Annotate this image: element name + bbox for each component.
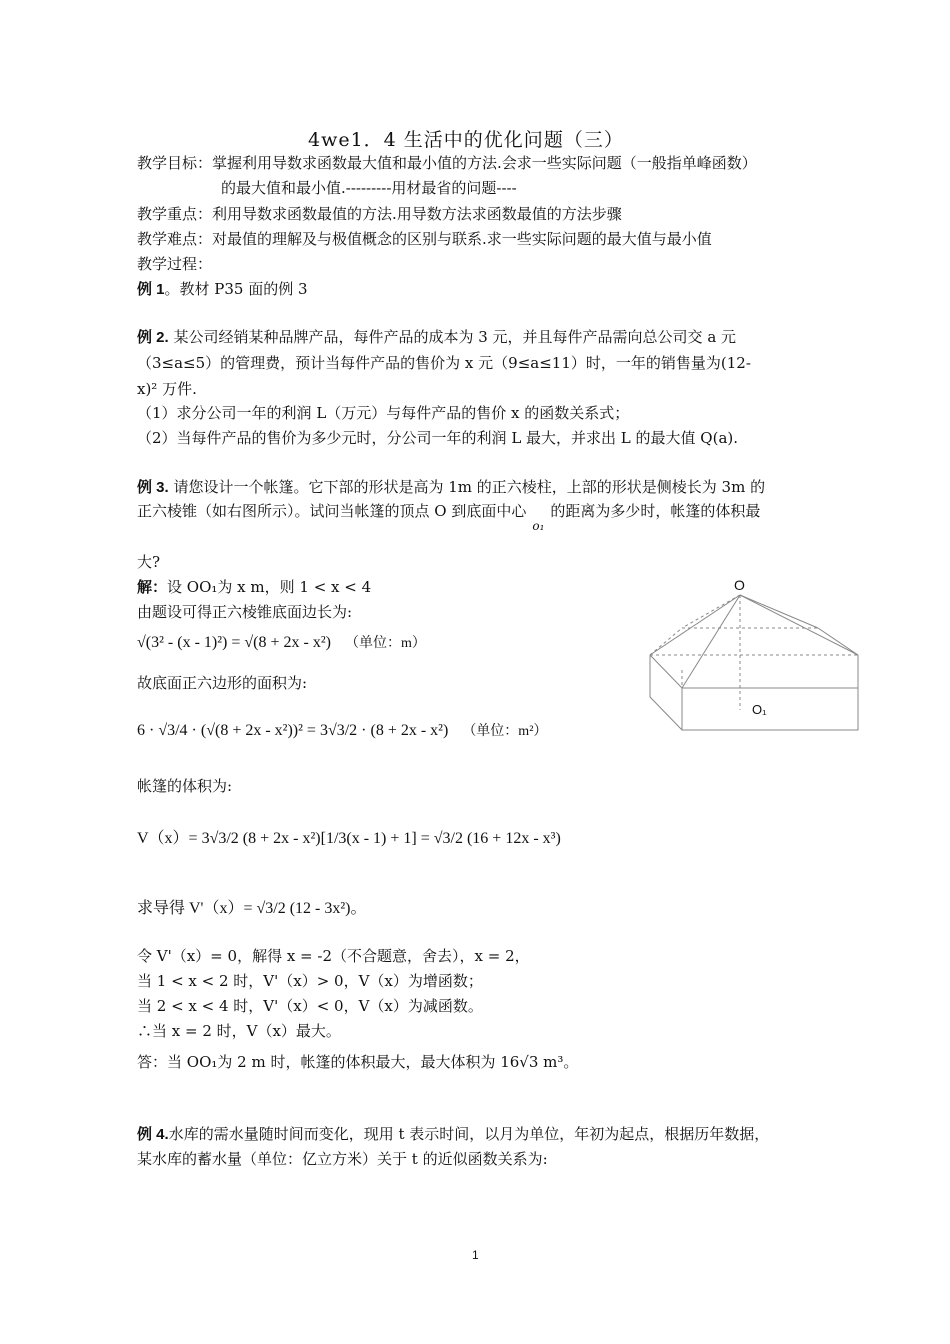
focus-line: 教学重点：利用导数求函数最值的方法.用导数方法求函数最值的方法步骤 bbox=[137, 205, 622, 223]
prism-edge bbox=[818, 628, 858, 655]
page-number: 1 bbox=[472, 1248, 479, 1262]
hidden-edge bbox=[682, 595, 740, 628]
lateral-edge bbox=[740, 595, 818, 628]
solution-line7: 当 1 < x < 2 时，V'（x）> 0，V（x）为增函数； bbox=[137, 972, 483, 990]
example-2-line1: 例 2. 某公司经销某种品牌产品，每件产品的成本为 3 元，并且每件产品需向总公司交 a 元 bbox=[137, 328, 737, 346]
apex-label: O bbox=[734, 580, 745, 593]
hexagonal-tent-diagram bbox=[640, 580, 870, 750]
lateral-edge bbox=[740, 595, 858, 655]
prism-outline bbox=[650, 655, 858, 730]
solution-line4: 帐篷的体积为: bbox=[137, 777, 233, 795]
solution-line9: ∴当 x = 2 时，V（x）最大。 bbox=[137, 1022, 341, 1040]
equation-derivative: 求导得 V'（x）= √3/2 (12 - 3x²)。 bbox=[137, 900, 367, 917]
tent-figure bbox=[640, 580, 870, 754]
solution-line8: 当 2 < x < 4 时，V'（x）< 0，V（x）为减函数。 bbox=[137, 997, 483, 1015]
unit-m2: （单位：m²） bbox=[462, 724, 548, 739]
hidden-edge bbox=[650, 628, 682, 655]
solution-line1: 解：设 OO₁为 x m，则 1 < x < 4 bbox=[137, 578, 372, 596]
difficulty-line: 教学难点：对最值的理解及与极值概念的区别与联系.求一些实际问题的最大值与最小值 bbox=[137, 230, 712, 248]
page-title: 4we1．4 生活中的优化问题（三） bbox=[308, 129, 624, 151]
goals-label: 教学目标： bbox=[137, 154, 213, 172]
goals-line1: 教学目标：掌握利用导数求函数最大值和最小值的方法.会求一些实际问题（一般指单峰函数） bbox=[137, 154, 757, 172]
center-label: o₁ bbox=[532, 519, 545, 533]
example-2-q1: （1）求分公司一年的利润 L（万元）与每件产品的售价 x 的函数关系式； bbox=[137, 404, 630, 422]
example-2-line3: x)² 万件. bbox=[137, 380, 197, 398]
example-3-line3: 大? bbox=[137, 553, 161, 571]
lateral-edge bbox=[682, 595, 740, 688]
solution-line2: 由题设可得正六棱锥底面边长为: bbox=[137, 603, 353, 621]
example-3-line1: 例 3. 请您设计一个帐篷。它下部的形状是高为 1m 的正六棱柱，上部的形状是侧棱长为 3m 的 bbox=[137, 478, 766, 496]
solution-line3: 故底面正六边形的面积为: bbox=[137, 674, 308, 692]
example-4-line2: 某水库的蓄水量（单位：亿立方米）关于 t 的近似函数关系为: bbox=[137, 1150, 548, 1168]
lateral-edge bbox=[650, 595, 740, 655]
equation-base-area: 6 · √3/4 · (√(8 + 2x - x²))² = 3√3/2 · (8 + 2x - x²) （单位：m²） bbox=[137, 722, 548, 739]
example-2-line2: （3≤a≤5）的管理费，预计当每件产品的售价为 x 元（9≤a≤11）时，一年的销售量为(12- bbox=[137, 354, 751, 372]
example-4-line1: 例 4.水库的需水量随时间而变化，现用 t 表示时间，以月为单位，年初为起点，根据历年数据， bbox=[137, 1125, 770, 1143]
solution-answer: 答：当 OO₁为 2 m 时，帐篷的体积最大，最大体积为 16√3 m³。 bbox=[137, 1053, 579, 1071]
solution-line6: 令 V'（x）= 0，解得 x = -2（不合题意，舍去），x = 2， bbox=[137, 947, 530, 965]
process-label: 教学过程： bbox=[137, 255, 213, 273]
equation-volume: V（x）= 3√3/2 (8 + 2x - x²)[1/3(x - 1) + 1] = √3/2 (16 + 12x - x³) bbox=[137, 830, 561, 847]
base-center-label: O₁ bbox=[752, 702, 767, 717]
example-1: 例 1。教材 P35 面的例 3 bbox=[137, 280, 308, 298]
example-2-q2: （2）当每件产品的售价为多少元时，分公司一年的利润 L 最大，并求出 L 的最大值 Q(a). bbox=[137, 429, 739, 447]
unit-m: （单位：m） bbox=[344, 636, 426, 651]
equation-edge-length: √(3² - (x - 1)²) = √(8 + 2x - x²) （单位：m） bbox=[137, 634, 426, 651]
goals-line2: 的最大值和最小值.---------用材最省的问题---- bbox=[221, 179, 517, 197]
example-3-line2: 正六棱锥（如右图所示）。试问当帐篷的顶点 O 到底面中心$_{o_1}$的距离为多少时，帐篷的体积最 bbox=[137, 502, 761, 533]
